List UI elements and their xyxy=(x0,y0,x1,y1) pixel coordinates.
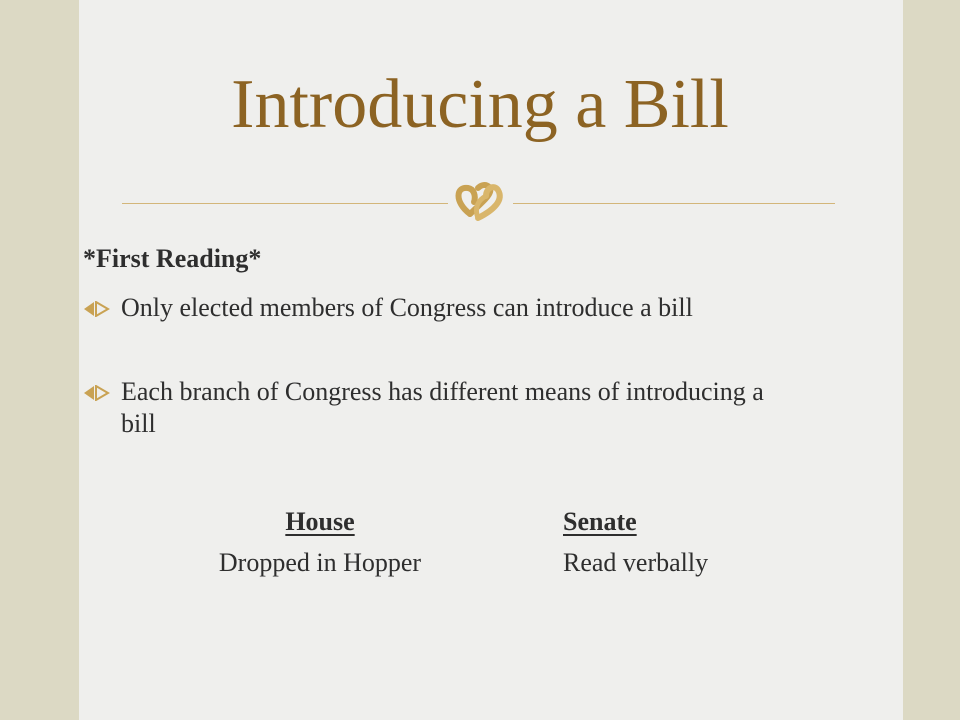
double-arrow-bullet-icon xyxy=(82,385,112,401)
interlocking-hearts-icon xyxy=(448,174,512,230)
house-heading: House xyxy=(285,507,355,536)
senate-heading: Senate xyxy=(563,507,637,536)
senate-column xyxy=(563,506,803,579)
title-rule-left xyxy=(122,203,448,204)
slide-title: Introducing a Bill xyxy=(231,66,729,143)
double-arrow-bullet-icon xyxy=(82,301,112,317)
subheading-first-reading: *First Reading* xyxy=(83,244,262,273)
house-column xyxy=(160,506,480,579)
senate-value: Read verbally xyxy=(563,548,709,577)
bullet-text: Only elected members of Congress can introduce a bill xyxy=(121,293,693,322)
title-rule-right xyxy=(513,203,835,204)
bullet-item xyxy=(82,292,802,324)
bullet-item xyxy=(82,376,802,440)
house-value: Dropped in Hopper xyxy=(218,548,422,577)
bullet-text: Each branch of Congress has different means of introducing a bill xyxy=(121,377,764,438)
